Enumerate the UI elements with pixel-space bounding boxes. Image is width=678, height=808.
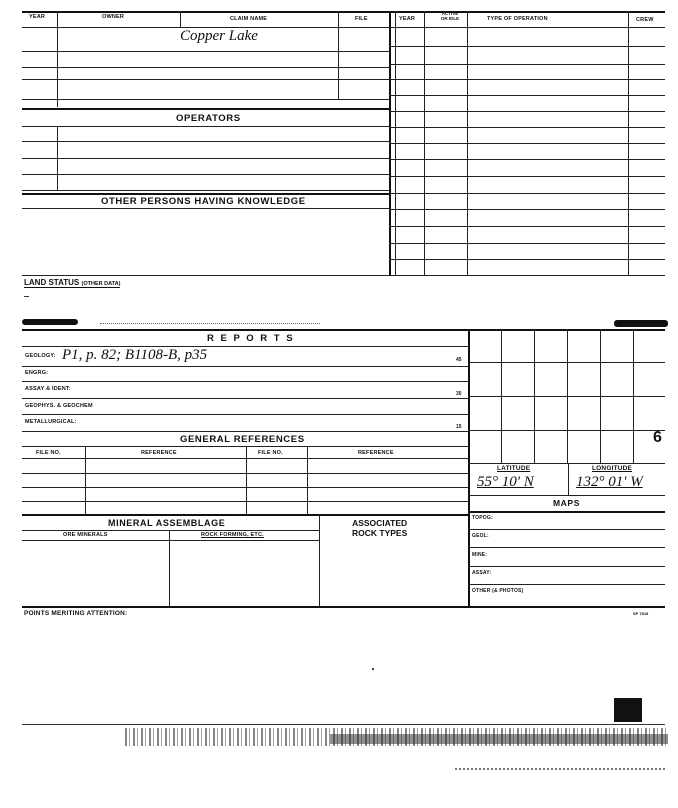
col-divider bbox=[57, 11, 58, 107]
row-line bbox=[389, 143, 665, 144]
margin-number: 30 bbox=[456, 391, 462, 397]
latitude-label: LATITUDE bbox=[497, 465, 531, 472]
ref-col-file-no-1: FILE NO. bbox=[36, 450, 61, 456]
col-divider bbox=[338, 11, 339, 99]
top-table-bottom bbox=[22, 275, 665, 276]
row-line bbox=[22, 67, 389, 68]
col-divider bbox=[319, 514, 320, 606]
ore-minerals-label: ORE MINERALS bbox=[63, 532, 108, 538]
row-line bbox=[22, 458, 468, 459]
header-type-of-operation: TYPE OF OPERATION bbox=[487, 16, 548, 22]
geology-label: GEOLOGY: bbox=[25, 353, 56, 359]
row-line bbox=[22, 99, 389, 100]
row-line bbox=[389, 193, 665, 194]
row-line bbox=[22, 473, 468, 474]
general-references-title: GENERAL REFERENCES bbox=[180, 434, 305, 445]
col-divider bbox=[85, 446, 86, 514]
row-line bbox=[22, 414, 468, 415]
row-line bbox=[22, 540, 319, 541]
engrg-label: ENGRG: bbox=[25, 370, 49, 376]
row-line bbox=[22, 381, 468, 382]
row-line bbox=[22, 487, 468, 488]
other-persons-heading: OTHER PERSONS HAVING KNOWLEDGE bbox=[101, 196, 306, 207]
row-line bbox=[22, 501, 468, 502]
row-line bbox=[22, 141, 389, 142]
scan-noise bbox=[100, 323, 320, 324]
ref-col-reference-1: REFERENCE bbox=[141, 450, 177, 456]
or-idle-text: OR IDLE bbox=[440, 16, 460, 21]
col-divider bbox=[307, 446, 308, 514]
form-code: SP 7818 bbox=[633, 611, 649, 616]
other-persons-top bbox=[22, 193, 389, 195]
row-line bbox=[468, 566, 665, 567]
grid-row bbox=[468, 430, 665, 431]
associated-rock-types bbox=[352, 518, 407, 538]
assay-label: ASSAY & IDENT: bbox=[25, 386, 71, 392]
claim-name-value: Copper Lake bbox=[180, 28, 258, 44]
geophys-label: GEOPHYS. & GEOCHEM bbox=[25, 403, 93, 409]
scan-noise-bottom bbox=[455, 768, 665, 770]
ref-col-reference-2: REFERENCE bbox=[358, 450, 394, 456]
lat-long-divider bbox=[568, 463, 569, 495]
general-references-bottom bbox=[22, 514, 468, 516]
side-mark: 6 bbox=[653, 429, 662, 446]
scan-smudge-right bbox=[614, 320, 668, 327]
active-text: ACTIVE bbox=[441, 11, 459, 16]
longitude-label: LONGITUDE bbox=[592, 465, 633, 472]
row-line bbox=[389, 111, 665, 112]
row-line bbox=[22, 158, 389, 159]
row-line bbox=[389, 176, 665, 177]
header-claim-name: CLAIM NAME bbox=[230, 16, 268, 22]
scan-dot bbox=[372, 668, 374, 670]
row-line bbox=[468, 547, 665, 548]
row-line bbox=[389, 209, 665, 210]
scan-block bbox=[614, 698, 642, 722]
row-line bbox=[22, 190, 389, 191]
maps-title-underline bbox=[468, 511, 665, 513]
mineral-assemblage-title: MINERAL ASSEMBLAGE bbox=[108, 518, 226, 528]
margin-number: 15 bbox=[456, 424, 462, 430]
header-file: FILE bbox=[355, 16, 368, 22]
header-crew: CREW bbox=[636, 17, 654, 23]
row-line bbox=[22, 446, 468, 447]
grid-row bbox=[468, 463, 665, 464]
grid-row bbox=[468, 362, 665, 363]
bottom-rule bbox=[22, 724, 665, 725]
row-line bbox=[389, 159, 665, 160]
grid-row bbox=[468, 396, 665, 397]
row-line bbox=[389, 259, 665, 260]
points-meriting-attention-label: POINTS MERITING ATTENTION: bbox=[24, 610, 128, 617]
geology-value: P1, p. 82; B1108-B, p35 bbox=[62, 347, 208, 363]
land-status-text: LAND STATUS bbox=[24, 278, 80, 287]
latitude-value: 55° 10' N bbox=[477, 474, 534, 490]
reports-top bbox=[22, 329, 665, 331]
row-line bbox=[389, 243, 665, 244]
footer-top bbox=[22, 606, 665, 608]
reports-title: R E P O R T S bbox=[207, 333, 295, 344]
maps-row-mine: MINE: bbox=[472, 552, 488, 558]
row-line bbox=[468, 584, 665, 585]
land-status-sub: (OTHER DATA) bbox=[81, 281, 121, 287]
row-line bbox=[22, 174, 389, 175]
row-line bbox=[468, 495, 665, 496]
header-active-or-idle bbox=[432, 11, 468, 21]
top-border bbox=[22, 11, 665, 13]
rock-forming-label: ROCK FORMING, ETC. bbox=[201, 532, 264, 538]
row-line bbox=[22, 398, 468, 399]
row-line bbox=[22, 126, 389, 127]
margin-number: 45 bbox=[456, 357, 462, 363]
longitude-value: 132° 01' W bbox=[576, 474, 643, 490]
maps-row-geol: GEOL: bbox=[472, 533, 489, 539]
operators-heading: OPERATORS bbox=[176, 113, 241, 124]
col-divider bbox=[180, 11, 181, 27]
right-panel-divider bbox=[468, 329, 470, 606]
row-line bbox=[22, 208, 389, 209]
ref-col-file-no-2: FILE NO. bbox=[258, 450, 283, 456]
header-year-2: YEAR bbox=[399, 16, 416, 22]
col-divider bbox=[246, 446, 247, 514]
maps-row-assay: ASSAY: bbox=[472, 570, 492, 576]
row-line bbox=[389, 226, 665, 227]
maps-row-other: OTHER (& PHOTOS) bbox=[472, 588, 524, 594]
maps-title: MAPS bbox=[553, 498, 580, 508]
row-line bbox=[22, 51, 389, 52]
operators-top bbox=[22, 108, 389, 110]
row-line bbox=[22, 366, 468, 367]
row-line bbox=[389, 46, 665, 47]
maps-row-topog: TOPOG: bbox=[472, 515, 493, 521]
row-line bbox=[22, 79, 389, 80]
header-year: YEAR bbox=[29, 14, 46, 20]
row-line bbox=[389, 95, 665, 96]
row-line bbox=[389, 64, 665, 65]
scan-mark bbox=[24, 296, 29, 297]
header-underline bbox=[22, 27, 665, 28]
col-divider bbox=[57, 126, 58, 190]
header-owner: OWNER bbox=[102, 14, 125, 20]
row-line bbox=[22, 530, 319, 531]
row-line bbox=[468, 529, 665, 530]
col-divider bbox=[169, 530, 170, 606]
row-line bbox=[22, 431, 468, 432]
land-status-label bbox=[24, 278, 120, 288]
row-line bbox=[389, 79, 665, 80]
row-line bbox=[389, 127, 665, 128]
rock-types-text: ROCK TYPES bbox=[352, 528, 408, 538]
scan-smudge-left bbox=[22, 319, 78, 325]
associated-text: ASSOCIATED bbox=[352, 518, 408, 528]
metallurgical-label: METALLURGICAL: bbox=[25, 419, 77, 425]
scan-noise-dark bbox=[330, 734, 668, 744]
